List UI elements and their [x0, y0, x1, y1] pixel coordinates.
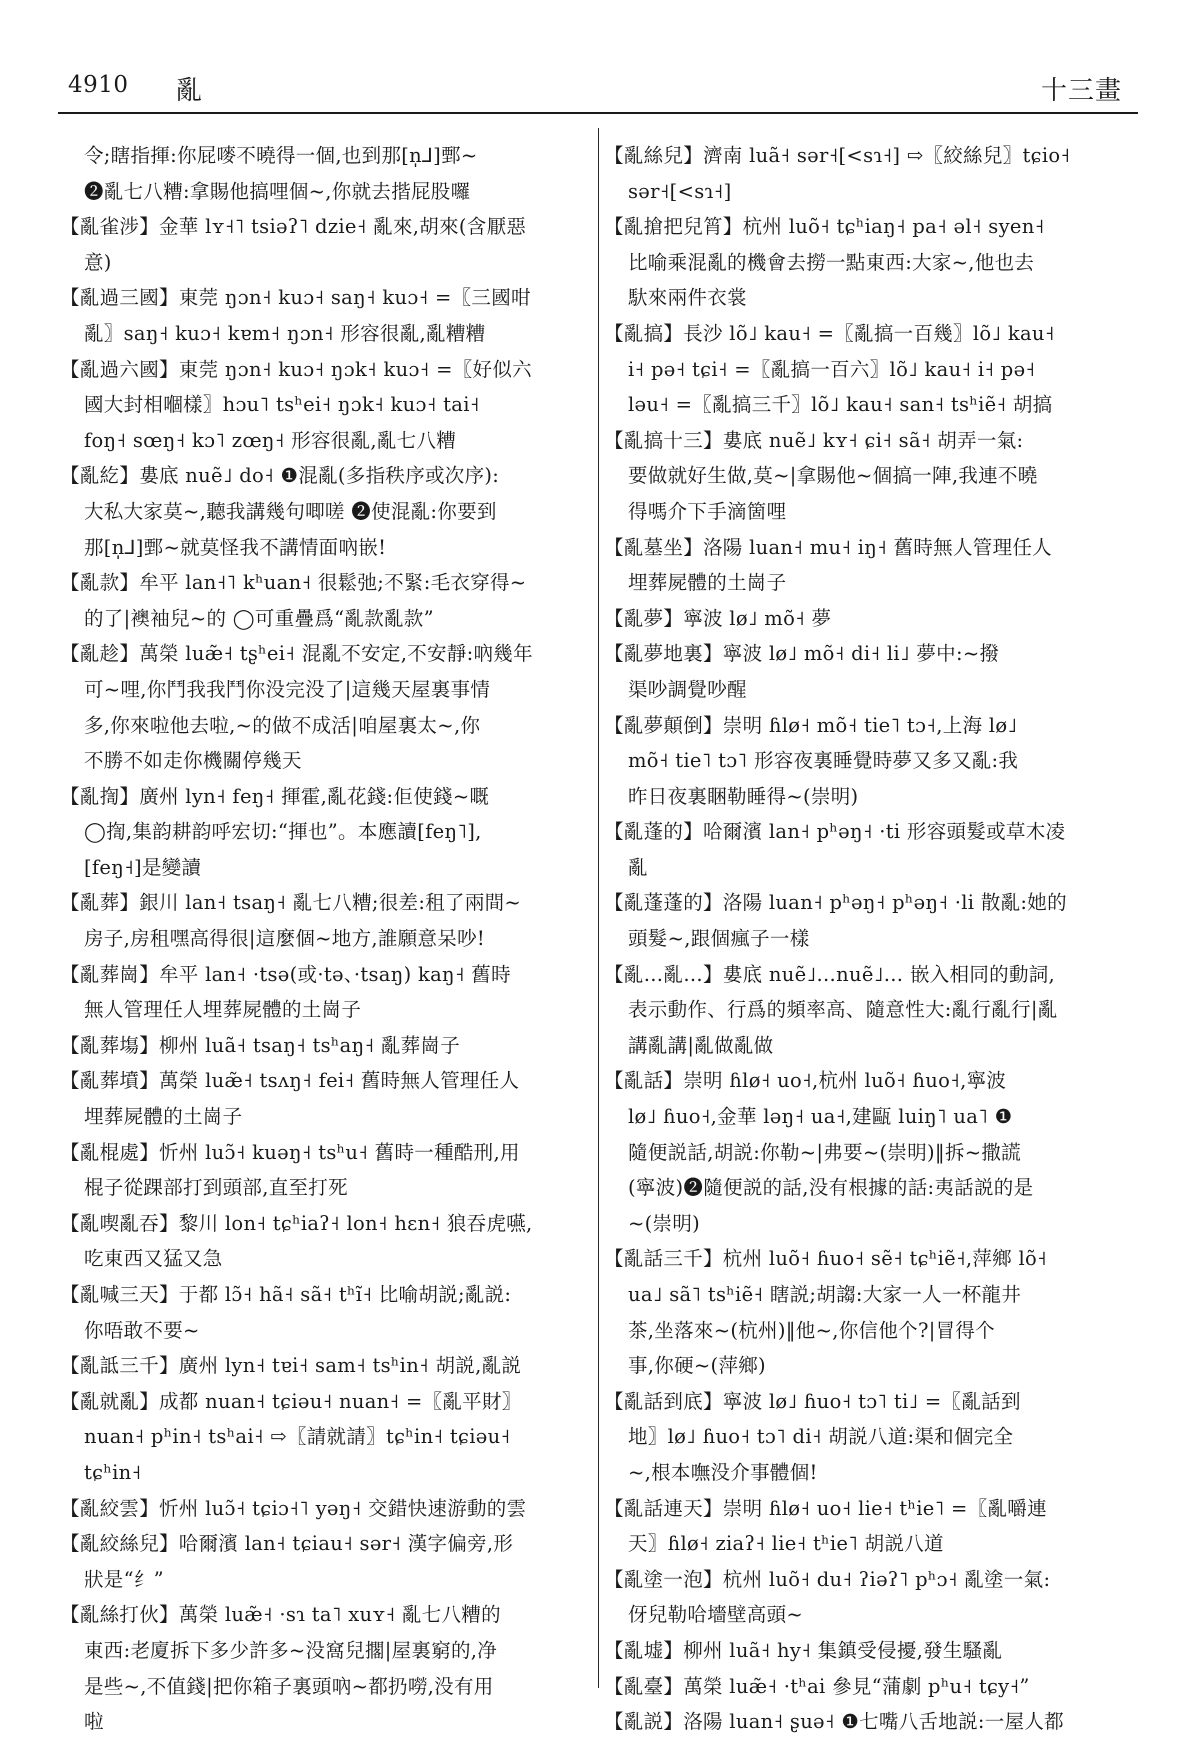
entry-text-line: mõ˧ tie˥ tɔ˥ 形容夜裏睡覺時夢又多又亂:我	[628, 749, 1019, 773]
entry-text-line: 天〗ɦlø˧ ziaʔ˧ lie˧ tʰie˥ 胡説八道	[628, 1532, 944, 1556]
entry-text-line: sər˧[<sɿ˧]	[628, 179, 732, 203]
entry-headword-line: 【亂紇】婁底 nuẽ˩ do˧ ❶混亂(多指秩序或次序):	[60, 464, 500, 488]
entry-headword-line: 【亂過三國】東莞 ŋɔn˧ kuɔ˧ saŋ˧ kuɔ˧ =〖三國咁	[60, 286, 531, 310]
entry-headword-line: 【亂搞十三】婁底 nuẽ˩ kʏ˧ ɕi˧ sã˧ 胡弄一氣:	[604, 428, 1024, 452]
entry-headword-line: 【亂話】崇明 ɦlø˧ uo˧,杭州 luõ˧ ɦuo˧,寧波	[604, 1069, 1007, 1093]
entry-text-line: 要做就好生做,莫~|拿賜他~個搞一陣,我連不曉	[628, 464, 1038, 488]
entry-headword-line: 【亂話三千】杭州 luõ˧ ɦuo˧ sẽ˧ tɕʰiẽ˧,萍鄉 lõ˧	[604, 1247, 1047, 1271]
entry-headword-line: 【亂搶把兒筲】杭州 luõ˧ tɕʰiaŋ˧ pa˧ əl˧ syen˧	[604, 215, 1045, 239]
entry-text-line: 頭髮~,跟個瘋子一樣	[628, 927, 810, 951]
entry-headword-line: 【亂揈】廣州 lyn˧ feŋ˧ 揮霍,亂花錢:佢使錢~嘅	[60, 784, 490, 808]
entry-text-line: ləu˧ =〖亂搞三千〗lõ˩ kau˧ san˧ tsʰiẽ˧ 胡搞	[628, 393, 1053, 417]
entry-headword-line: 【亂喫亂吞】黎川 lon˧ tɕʰiaʔ˧ lon˧ hɛn˧ 狼吞虎嚥,	[60, 1211, 533, 1235]
entry-text-line: 啦	[84, 1710, 104, 1734]
entry-text-line: 國大封相嗰樣〗hɔu˥ tsʰei˧ ŋɔk˧ kuɔ˧ tai˧	[84, 393, 480, 417]
entry-text-line: 茶,坐落來~(杭州)‖他~,你信他个?|冒得个	[628, 1318, 995, 1342]
entry-text-line: 馱來兩件衣裳	[628, 286, 747, 310]
stroke-count-label: 十三畫	[1040, 76, 1122, 106]
entry-headword-line: 【亂絞絲兒】哈爾濱 lan˧ tɕiau˧ sər˧ 漢字偏旁,形	[60, 1532, 514, 1556]
entry-text-line: 亂〗saŋ˧ kuɔ˧ kɐm˧ ŋɔn˧ 形容很亂,亂糟糟	[84, 321, 486, 345]
page-header	[58, 72, 1138, 106]
entry-headword-line: 【亂話到底】寧波 lø˩ ɦuo˧ tɔ˥ ti˩ =〖亂話到	[604, 1389, 1021, 1413]
entry-text-line: ua˩ sã˥ tsʰiẽ˧ 瞎説;胡謅:大家一人一杯龍井	[628, 1283, 1022, 1306]
entry-text-line: 比喻乘混亂的機會去撈一點東西:大家~,他也去	[628, 250, 1035, 274]
entry-headword-line: 【亂就亂】成都 nuan˧ tɕiəu˧ nuan˧ =〖亂平財〗	[60, 1389, 522, 1413]
entry-text-line: ◯揈,集韵耕韵呼宏切:“揮也”。本應讀[feŋ˥],	[84, 820, 482, 844]
entry-text-line: 事,你硬~(萍鄉)	[628, 1354, 766, 1378]
entry-headword-line: 【亂臺】萬榮 luæ̃˧ ·tʰai 參見“蒲劇 pʰu˧ tɕy˧”	[604, 1674, 1030, 1698]
entry-text-line: 那[n̩⅃]鄄~就莫怪我不講情面吶嵌!	[84, 535, 387, 559]
left-column	[60, 138, 588, 1740]
entry-text-line: 令;瞎指揮:你屁嘜不曉得一個,也到那[n̩⅃]鄄~	[84, 144, 478, 167]
head-character: 亂	[176, 76, 203, 106]
entry-headword-line: 【亂墓坐】洛陽 luan˧ mu˧ iŋ˧ 舊時無人管理任人	[604, 535, 1052, 559]
entry-text-line: 的了|襖袖兒~的 ◯可重疊爲“亂款亂款”	[84, 606, 434, 630]
right-column	[604, 138, 1134, 1740]
entry-text-line: 房子,房租嘿高得很|這麼個~地方,誰願意呆吵!	[84, 927, 486, 951]
entry-text-line: 埋葬屍體的土崗子	[84, 1105, 243, 1129]
entry-text-line: 得嗎介下手滴箇哩	[628, 499, 787, 523]
entry-text-line: 可~哩,你鬥我我鬥你没完没了|這幾天屋裏事情	[84, 677, 491, 701]
entry-text-line: 地〗lø˩ ɦuo˧ tɔ˥ di˧ 胡説八道:渠和個完全	[628, 1425, 1014, 1449]
entry-headword-line: 【亂絲兒】濟南 luã˧ sər˧[<sɿ˧] ⇨〖絞絲兒〗tɕio˧	[604, 144, 1071, 167]
entry-text-line: 多,你來啦他去啦,~的做不成活|咱屋裏太~,你	[84, 713, 481, 737]
entry-headword-line: 【亂雀涉】金華 lʏ˧˥ tsiəʔ˥ dzie˧ 亂來,胡來(含厭惡	[60, 215, 527, 239]
entry-headword-line: 【亂蓬蓬的】洛陽 luan˧ pʰəŋ˧ pʰəŋ˧ ·li 散亂:她的	[604, 891, 1067, 915]
entry-text-line: 講亂講|亂做亂做	[628, 1033, 774, 1057]
entry-headword-line: 【亂過六國】東莞 ŋɔn˧ kuɔ˧ ŋɔk˧ kuɔ˧ =〖好似六	[60, 357, 532, 381]
entry-headword-line: 【亂話連天】崇明 ɦlø˧ uo˧ lie˧ tʰie˥ =〖亂嚼連	[604, 1496, 1047, 1520]
entry-text-line: 表示動作、行爲的頻率高、隨意性大:亂行亂行|亂	[628, 998, 1058, 1022]
entry-text-line: 亂	[628, 855, 648, 879]
entry-headword-line: 【亂墟】柳州 luã˧ hy˧ 集鎮受侵擾,發生騷亂	[604, 1638, 1003, 1662]
column-divider	[598, 128, 599, 1688]
entry-text-line: 大私大家莫~,聽我講幾句唧嗟 ❷使混亂:你要到	[84, 499, 497, 523]
entry-headword-line: 【亂葬墳】萬榮 luæ̃˧ tsʌŋ˧ fei˧ 舊時無人管理任人	[60, 1069, 520, 1093]
entry-text-line: 不勝不如走你機關停幾天	[84, 749, 302, 773]
entry-text-line: foŋ˧ sœŋ˧ kɔ˥ zœŋ˧ 形容很亂,亂七八糟	[84, 428, 457, 452]
entry-text-line: 東西:老廈拆下多少許多~没窩兒擱|屋裏窮的,净	[84, 1638, 498, 1662]
entry-headword-line: 【亂絲打伙】萬榮 luæ̃˧ ·sɿ ta˥ xuʏ˧ 亂七八糟的	[60, 1603, 501, 1627]
entry-text-line: 渠吵調覺吵醒	[628, 677, 747, 701]
entry-text-line: 吃東西又猛又急	[84, 1247, 223, 1271]
entry-headword-line: 【亂葬】銀川 lan˧ tsaŋ˧ 亂七八糟;很差:租了兩間~	[60, 891, 522, 915]
entry-text-line: ~(崇明)	[628, 1211, 701, 1235]
entry-text-line: [feŋ˧]是變讀	[84, 855, 202, 879]
entry-text-line: nuan˧ pʰin˧ tsʰai˧ ⇨〖請就請〗tɕʰin˧ tɕiəu˧	[84, 1425, 511, 1449]
entry-headword-line: 【亂葬崗】牟平 lan˧ ·tsə(或·tə、·tsaŋ) kaŋ˧ 舊時	[60, 962, 511, 986]
entry-text-line: i˧ pə˧ tɕi˧ =〖亂搞一百六〗lõ˩ kau˧ i˧ pə˧	[628, 357, 1036, 381]
entry-text-line: 昨日夜裏睏勒睡得~(崇明)	[628, 784, 859, 808]
entry-text-line: ❷亂七八糟:拿賜他搞哩個~,你就去揩屁股囉	[84, 179, 471, 203]
page-number: 4910	[68, 72, 129, 98]
entry-text-line: 棍子從踝部打到頭部,直至打死	[84, 1176, 348, 1200]
entry-headword-line: 【亂説】洛陽 luan˧ ʂuə˧ ❶七嘴八舌地説:一屋人都	[604, 1710, 1064, 1734]
entry-headword-line: 【亂葬塲】柳州 luã˧ tsaŋ˧ tsʰaŋ˧ 亂葬崗子	[60, 1033, 461, 1057]
entry-text-line: 是些~,不值錢|把你箱子裏頭吶~都扔嘮,没有用	[84, 1674, 494, 1698]
entry-text-line: 無人管理任人埋葬屍體的土崗子	[84, 998, 362, 1022]
entry-headword-line: 【亂款】牟平 lan˧˥ kʰuan˧ 很鬆弛;不緊:毛衣穿得~	[60, 571, 527, 595]
entry-headword-line: 【亂趁】萬榮 luæ̃˧ tʂʰei˧ 混亂不安定,不安靜:吶幾年	[60, 642, 533, 666]
entry-headword-line: 【亂夢地裏】寧波 lø˩ mõ˧ di˧ li˩ 夢中:~撥	[604, 642, 1000, 666]
entry-text-line: 意)	[84, 250, 112, 274]
entry-headword-line: 【亂夢】寧波 lø˩ mõ˧ 夢	[604, 606, 832, 630]
entry-headword-line: 【亂搞】長沙 lõ˩ kau˧ =〖亂搞一百幾〗lõ˩ kau˧	[604, 321, 1055, 345]
entry-headword-line: 【亂詆三千】廣州 lyn˧ tɐi˧ sam˧ tsʰin˧ 胡説,亂説	[60, 1354, 522, 1378]
entry-text-line: lø˩ ɦuo˧,金華 ləŋ˧ ua˧,建甌 luiŋ˥ ua˥ ❶	[628, 1105, 1013, 1129]
entry-headword-line: 【亂夢顛倒】崇明 ɦlø˧ mõ˧ tie˥ tɔ˧,上海 lø˩	[604, 713, 1018, 737]
entry-text-line: 狀是“纟”	[84, 1567, 164, 1591]
entry-text-line: (寧波)❷隨便説的話,没有根據的話:夷話説的是	[628, 1176, 1034, 1200]
entry-text-line: 埋葬屍體的土崗子	[628, 571, 787, 595]
entry-headword-line: 【亂絞雲】忻州 luɔ̃˧ tɕiɔ˧˥ yəŋ˧ 交錯快速游動的雲	[60, 1496, 527, 1520]
entry-text-line: ~,根本嘸没介事體個!	[628, 1460, 818, 1484]
entry-text-line: tɕʰin˧	[84, 1460, 142, 1484]
entry-headword-line: 【亂棍處】忻州 luɔ̃˧ kuəŋ˧ tsʰu˧ 舊時一種酷刑,用	[60, 1140, 520, 1164]
entry-text-line: 隨便説話,胡説:你勒~|弗要~(崇明)‖拆~撒謊	[628, 1140, 1022, 1164]
entry-headword-line: 【亂塗一泡】杭州 luõ˧ du˧ ʔiəʔ˥ pʰɔ˧ 亂塗一氣:	[604, 1567, 1051, 1591]
entry-text-line: 你唔敢不要~	[84, 1318, 200, 1342]
header-rule	[58, 112, 1138, 114]
entry-headword-line: 【亂…亂…】婁底 nuẽ˩…nuẽ˩… 嵌入相同的動詞,	[604, 962, 1056, 986]
entry-headword-line: 【亂蓬的】哈爾濱 lan˧ pʰəŋ˧ ·ti 形容頭髮或草木凌	[604, 820, 1066, 844]
entry-headword-line: 【亂喊三天】于都 lɔ̃˧ hã˧ sã˧ tʰĩ˧ 比喻胡説;亂説:	[60, 1283, 512, 1306]
entry-text-line: 伢兒勒哈墻壁高頭~	[628, 1603, 804, 1627]
